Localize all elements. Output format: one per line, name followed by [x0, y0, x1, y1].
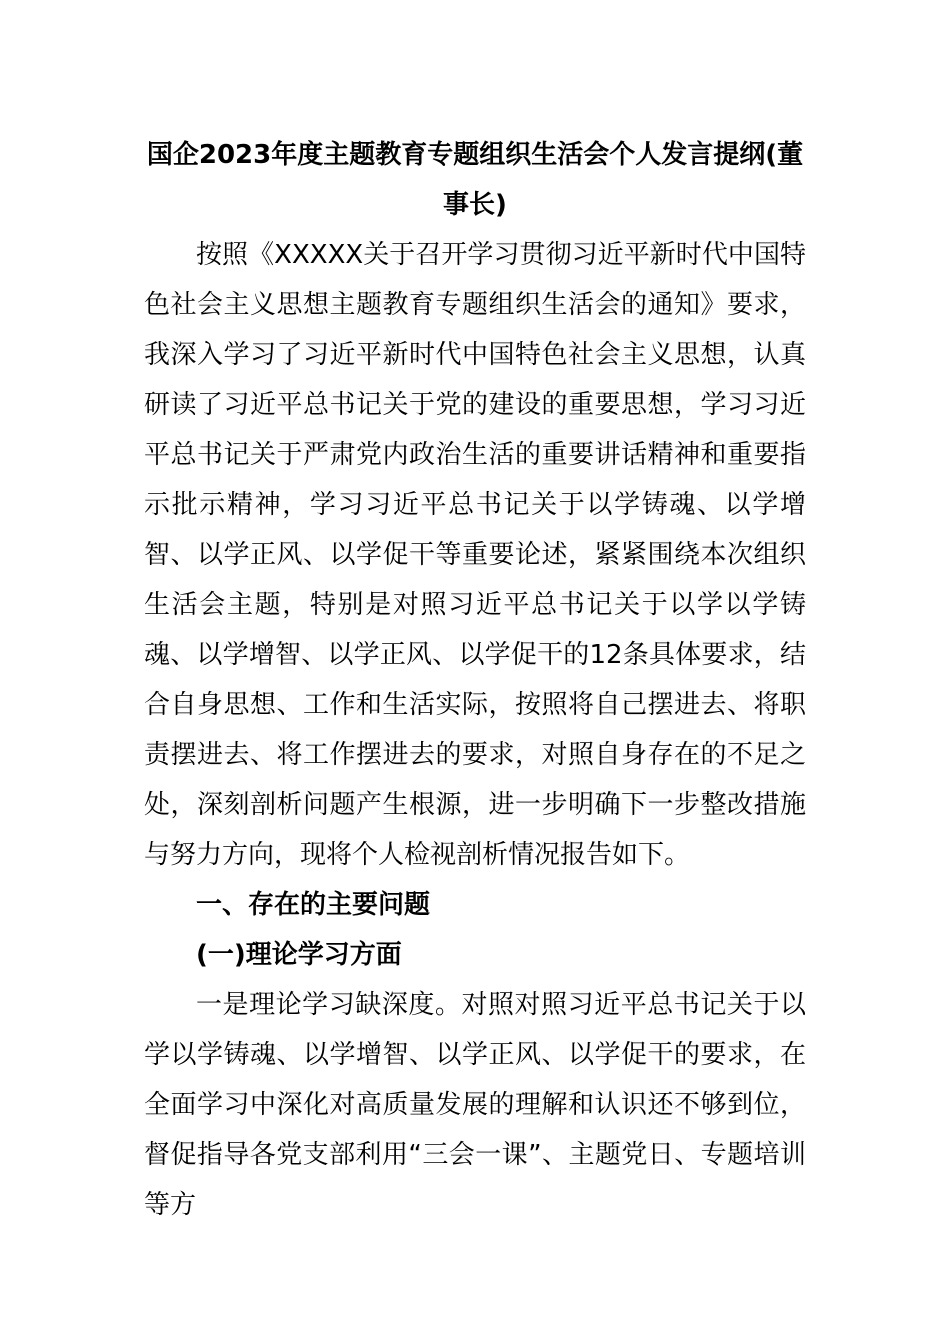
- body-paragraph: 一是理论学习缺深度。对照对照习近平总书记关于以学以学铸魂、以学增智、以学正风、以学促干的要求，在全面学习中深化对高质量发展的理解和认识还不够到位，督促指导各党支部利用“三会一课”、主题党日、专题培训等方: [144, 990, 806, 1220]
- subsection-heading: (一)理论学习方面: [196, 940, 402, 970]
- document-page: [144, 130, 806, 1230]
- document-title: 国企2023年度主题教育专题组织生活会个人发言提纲(董事长): [146, 140, 804, 220]
- section-heading: 一、存在的主要问题: [196, 890, 431, 920]
- intro-paragraph: 按照《XXXXX关于召开学习贯彻习近平新时代中国特色社会主义思想主题教育专题组织生活会的通知》要求，我深入学习了习近平新时代中国特色社会主义思想，认真研读了习近平总书记关于党的建设的重要思想，学习习近平总书记关于严肃党内政治生活的重要讲话精神和重要指示批示精神，学习习近平总书记关于以学铸魂、以学增智、以学正风、以学促干等重要论述，紧紧围绕本次组织生活会主题，特别是对照习近平总书记关于以学以学铸魂、以学增智、以学正风、以学促干的12条具体要求，结合自身思想、工作和生活实际，按照将自己摆进去、将职责摆进去、将工作摆进去的要求，对照自身存在的不足之处，深刻剖析问题产生根源，进一步明确下一步整改措施与努力方向，现将个人检视剖析情况报告如下。: [144, 240, 806, 870]
